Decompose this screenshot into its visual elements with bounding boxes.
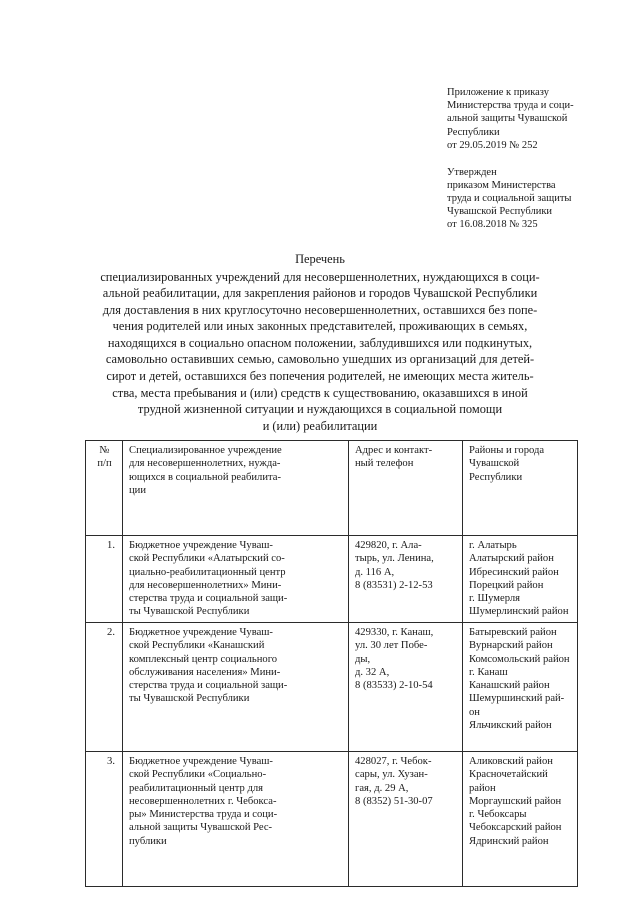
header-line: п/п (97, 458, 112, 470)
row-institution (123, 536, 349, 623)
page-title: Перечень (295, 252, 345, 266)
title-line: сирот и детей, оставшихся без попечения родителей, не имеющих места житель- (106, 369, 534, 384)
row-address (349, 623, 463, 752)
cell-line: д. 116 А, (355, 566, 395, 578)
cell-line: 429820, г. Ала- (355, 540, 422, 551)
title-line: специализированных учреждений для несовершеннолетних, нуждающихся в соци- (100, 269, 540, 284)
cell-line: ской Республики «Канашский (129, 640, 265, 652)
cell-line: реабилитационный центр для (129, 782, 264, 794)
appendix-reference-line: Приложение к приказу (447, 87, 549, 98)
cell-line: он (469, 706, 480, 718)
cell-line: ты Чувашской Республики (129, 606, 250, 618)
cell-line: комплексный центр социального (129, 653, 278, 665)
row-address (349, 536, 463, 623)
cell-line: г. Алатырь (469, 540, 517, 551)
institutions-table (85, 440, 578, 887)
header-reference-blocks (447, 86, 612, 232)
column-header-address (349, 441, 463, 536)
row-number: 3. (86, 752, 123, 887)
row-number: 2. (86, 623, 123, 752)
cell-line: Бюджетное учреждение Чуваш- (129, 540, 273, 551)
cell-line: район (469, 782, 496, 794)
cell-line: Батыревский район (469, 627, 557, 638)
document-title-description (60, 269, 580, 435)
cell-line: 428027, г. Чебок- (355, 756, 432, 767)
cell-line: Шумерлинский район (469, 606, 569, 618)
cell-line: публики (129, 835, 167, 847)
title-line: находящихся в социально опасном положении, заблудившихся или подкинутых, (107, 335, 533, 350)
header-line: Чувашской (469, 458, 520, 470)
cell-line: 8 (83531) 2-12-53 (355, 579, 433, 591)
cell-line: Чебоксарский район (469, 822, 562, 834)
title-line: ства, места пребывания и (или) средств к существованию, оказавшихся в иной (112, 385, 528, 400)
table-row (86, 623, 578, 752)
header-line: Специализированное учреждение (129, 445, 282, 456)
row-address (349, 752, 463, 887)
table-row (86, 752, 578, 887)
title-line: чения родителей или иных законных представителей, проживающих в семьях, (112, 319, 528, 334)
cell-line: Шемуршинский рай- (469, 693, 565, 705)
column-header-regions (463, 441, 578, 536)
cell-line: ул. 30 лет Побе- (355, 640, 428, 652)
cell-line: циально-реабилитационный центр (129, 566, 286, 578)
cell-line: Бюджетное учреждение Чуваш- (129, 627, 273, 638)
approval-reference-line: от 16.08.2018 № 325 (447, 219, 538, 231)
title-line: для доставления в них круглосуточно несовершеннолетних, оставшихся без попе- (102, 302, 538, 317)
cell-line: г. Канаш (469, 666, 508, 678)
document-title-block (60, 251, 580, 434)
cell-line: ской Республики «Социально- (129, 769, 267, 781)
row-institution (123, 752, 349, 887)
cell-line: Порецкий район (469, 579, 544, 591)
cell-line: несовершеннолетних г. Чебокса- (129, 795, 277, 807)
approval-reference-line: Утвержден (447, 166, 497, 178)
appendix-reference-line: альной защиты Чувашской (447, 113, 568, 125)
cell-line: тырь, ул. Ленина, (355, 553, 434, 565)
cell-line: Вурнарский район (469, 640, 553, 652)
cell-line: Алатырский район (469, 553, 554, 565)
cell-line: Бюджетное учреждение Чуваш- (129, 756, 273, 767)
cell-line: д. 32 А, (355, 666, 390, 678)
approval-reference-line: приказом Министерства (447, 179, 556, 191)
title-line: альной реабилитации, для закрепления районов и городов Чувашской Республики (102, 286, 538, 301)
cell-line: для несовершеннолетних» Мини- (129, 579, 282, 591)
header-line: Адрес и контакт- (355, 445, 433, 456)
cell-line: г. Чебоксары (469, 809, 527, 820)
cell-line: Красночетайский (469, 769, 548, 781)
approval-reference-block (447, 166, 612, 232)
cell-line: Комсомольский район (469, 653, 570, 665)
header-line: № (99, 445, 110, 456)
header-line: ный телефон (355, 458, 414, 470)
cell-line: г. Шумерля (469, 593, 521, 604)
cell-line: 429330, г. Канаш, (355, 627, 434, 638)
cell-line: Яльчикский район (469, 719, 552, 731)
title-line: самовольно оставивших семью, самовольно ушедших из организаций для детей- (105, 352, 535, 367)
column-header-number (86, 441, 123, 536)
appendix-reference-line: Республики (447, 126, 500, 138)
cell-line: Канашский район (469, 680, 550, 691)
row-institution (123, 623, 349, 752)
row-regions (463, 536, 578, 623)
cell-line: сары, ул. Хузан- (355, 769, 428, 781)
cell-line: 8 (8352) 51-30-07 (355, 795, 433, 807)
cell-line: ды, (355, 653, 371, 665)
table-row (86, 536, 578, 623)
table-header-row (86, 441, 578, 536)
cell-line: Моргаушский район (469, 795, 562, 807)
header-line: ющихся в социальной реабилита- (129, 471, 281, 483)
column-header-institution (123, 441, 349, 536)
approval-reference-line: труда и социальной защиты (447, 192, 572, 204)
cell-line: Ядринский район (469, 835, 549, 847)
row-regions (463, 752, 578, 887)
cell-line: ры» Министерства труда и соци- (129, 809, 278, 820)
header-line: для несовершеннолетних, нужда- (129, 458, 281, 470)
cell-line: ты Чувашской Республики (129, 693, 250, 705)
cell-line: гая, д. 29 А, (355, 782, 409, 794)
title-line: и (или) реабилитации (262, 418, 378, 433)
cell-line: стерства труда и социальной защи- (129, 680, 288, 691)
header-line: Республики (469, 471, 523, 483)
header-line: Районы и города (469, 445, 545, 456)
cell-line: ской Республики «Алатырский со- (129, 553, 285, 565)
cell-line: 8 (83533) 2-10-54 (355, 680, 433, 691)
title-line: трудной жизненной ситуации и нуждающихся в социальной помощи (137, 402, 503, 417)
row-number: 1. (86, 536, 123, 623)
cell-line: обслуживания населения» Мини- (129, 666, 281, 678)
appendix-reference-line: Министерства труда и соци- (447, 100, 574, 112)
cell-line: альной защиты Чувашской Рес- (129, 822, 273, 834)
cell-line: стерства труда и социальной защи- (129, 593, 288, 604)
row-regions (463, 623, 578, 752)
cell-line: Аликовский район (469, 756, 553, 767)
appendix-reference-line: от 29.05.2019 № 252 (447, 139, 538, 151)
approval-reference-line: Чувашской Республики (447, 206, 553, 218)
header-line: ции (129, 484, 147, 496)
appendix-reference-block (447, 86, 612, 152)
cell-line: Ибресинский район (469, 566, 559, 578)
